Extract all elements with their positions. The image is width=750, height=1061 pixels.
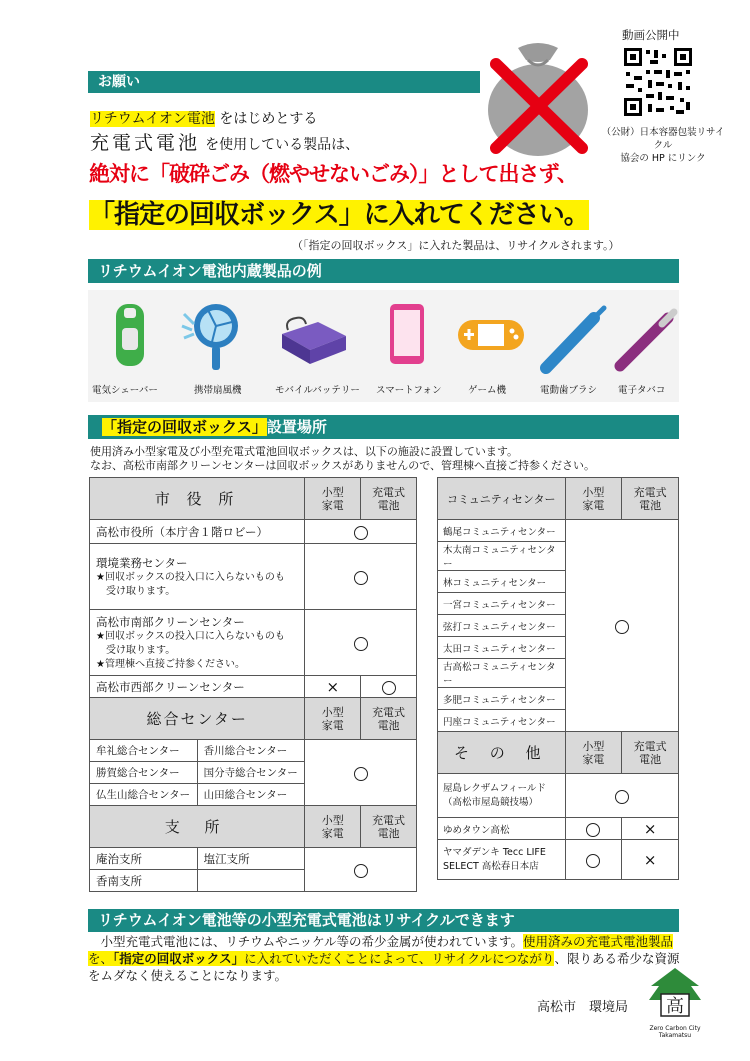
request-bar: お願い [88, 71, 480, 93]
col-battery [361, 806, 417, 848]
col-batt2: 電池 [377, 826, 400, 840]
location-name-sub: SELECT 高松春日本店 [443, 860, 539, 872]
electric-toothbrush-icon [536, 304, 608, 376]
table-row: 多肥コミュニティセンター [438, 688, 566, 710]
product-label-smartphone: スマートフォン [376, 385, 442, 396]
battery-mark: × [622, 840, 679, 880]
recycle-text: 小型充電式電池には、リチウムやニッケル等の希少金属が使われています。 [88, 934, 524, 949]
product-label-ecig: 電子タバコ [618, 385, 666, 396]
table-row: 山田総合センター [197, 784, 305, 806]
instruction-text [89, 194, 589, 231]
designated-box-bold: 「指定の回収ボックス」 [113, 951, 245, 966]
both-available-mark [305, 848, 417, 892]
col-small2: 家電 [321, 826, 344, 840]
col-batt1: 充電式 [633, 485, 667, 499]
col-battery [622, 732, 679, 774]
locations-intro [90, 445, 595, 473]
col-batt1: 充電式 [633, 739, 667, 753]
zero-carbon-city-logo [645, 964, 705, 1034]
table-row: 古高松コミュニティセンター [438, 659, 566, 688]
col-small1: 小型 [321, 813, 344, 827]
col-small2: 家電 [582, 498, 605, 512]
product-label-shaver: 電気シェーバー [92, 385, 158, 396]
location-name: ヤマダデンキ Tecc LIFE [443, 846, 546, 858]
table-row: 香川総合センター [197, 740, 305, 762]
products-heading: リチウムイオン電池内蔵製品の例 [88, 259, 679, 283]
table-row: 高松市役所（本庁舎１階ロビー） [90, 520, 305, 544]
battery-mark [361, 676, 417, 698]
table-row: 一宮コミュニティセンター [438, 593, 566, 615]
warning-text: 絶対に「破砕ごみ（燃やせないごみ）」として出さず、 [89, 162, 577, 186]
qr-code-icon[interactable] [622, 46, 694, 118]
table-row: 円座コミュニティセンター [438, 710, 566, 732]
smartphone-icon [386, 302, 428, 366]
col-batt2: 電池 [639, 752, 662, 766]
qr-caption-line1: （公財）日本容器包装リサイクル [601, 127, 725, 151]
table-row: 鶴尾コミュニティセンター [438, 520, 566, 542]
mobile-battery-icon [274, 316, 350, 368]
product-label-fan: 携帯扇風機 [194, 385, 242, 396]
small-appliance-mark [565, 818, 622, 840]
both-available-mark [565, 520, 679, 732]
community-table [437, 477, 679, 880]
col-batt2: 電池 [377, 498, 400, 512]
col-batt1: 充電式 [372, 485, 406, 499]
table-row: 塩江支所 [197, 848, 305, 870]
recycle-highlight: ルにつながり [479, 951, 555, 966]
locations-heading-highlight: 「指定の回収ボックス」 [102, 418, 267, 436]
designated-box-highlight: 「指定の回収ボックス」 [89, 200, 364, 230]
table-row [90, 610, 305, 676]
col-small-appliance [305, 698, 361, 740]
electric-shaver-icon [110, 300, 150, 374]
locations-intro1: 使用済み小型家電及び小型充電式電池回収ボックスは、以下の施設に設置しています。 [90, 445, 519, 458]
location-note: ★管理棟へ直接ご持参ください。 [96, 658, 245, 670]
table-row: 牟礼総合センター [90, 740, 198, 762]
logo-text1: Zero Carbon City [649, 1025, 701, 1032]
table-row: 香南支所 [90, 870, 198, 892]
left-location-table [89, 477, 417, 892]
col-small1: 小型 [321, 485, 344, 499]
col-small-appliance [565, 478, 622, 520]
e-cigarette-icon [612, 306, 680, 374]
small-appliance-mark [565, 840, 622, 880]
col-small2: 家電 [321, 718, 344, 732]
table-row: 林コミュニティセンター [438, 571, 566, 593]
table-row: 弦打コミュニティセンター [438, 615, 566, 637]
both-available-mark [305, 544, 417, 610]
header-line2 [90, 128, 359, 155]
table-row: 太田コミュニティセンター [438, 637, 566, 659]
location-note: ★回収ボックスの投入口に入らないものも [96, 630, 285, 642]
no-trash-bag-icon [478, 30, 598, 160]
rechargeable-battery-text: 充電式電池 [90, 132, 201, 154]
both-available-mark [305, 520, 417, 544]
col-small1: 小型 [582, 485, 605, 499]
col-batt2: 電池 [377, 718, 400, 732]
table-row: 仏生山総合センター [90, 784, 198, 806]
location-note: 受け取ります。 [96, 585, 176, 597]
branch-header: 支 所 [90, 806, 305, 848]
footer-org: 高松市 環境局 [537, 1000, 629, 1015]
col-small2: 家電 [582, 752, 605, 766]
both-available-mark [305, 740, 417, 806]
recycle-paragraph [88, 933, 680, 984]
small-appliance-mark: × [305, 676, 361, 698]
logo-caption [640, 1025, 710, 1039]
col-batt1: 充電式 [372, 813, 406, 827]
game-console-icon [456, 314, 526, 354]
col-batt1: 充電式 [372, 705, 406, 719]
recycle-highlight: の充電式電池製品を、 [88, 934, 674, 966]
qr-caption [598, 126, 728, 165]
table-row [438, 774, 566, 818]
col-small1: 小型 [582, 739, 605, 753]
product-label-game: ゲーム機 [468, 385, 507, 396]
location-name: 屋島レクザムフィールド [443, 782, 546, 794]
header-line1-rest: をはじめとする [219, 111, 318, 127]
table-row: 勝賀総合センター [90, 762, 198, 784]
product-label-toothbrush: 電動歯ブラシ [540, 385, 598, 396]
col-small-appliance [565, 732, 622, 774]
location-name: 環境業務センター [96, 555, 188, 570]
table-row: 高松市西部クリーンセンター [90, 676, 305, 698]
general-center-header: 総合センター [90, 698, 305, 740]
locations-heading [88, 415, 679, 439]
handheld-fan-icon [178, 300, 246, 374]
recycle-note: （「指定の回収ボックス」に入れた製品は、リサイクルされます。） [292, 239, 620, 252]
table-row-empty [197, 870, 305, 892]
table-row: 国分寺総合センター [197, 762, 305, 784]
instruction-rest: に入れてください。 [363, 200, 589, 230]
both-available-mark [565, 774, 679, 818]
locations-heading-rest: 設置場所 [266, 418, 327, 436]
col-battery [361, 698, 417, 740]
table-row: 木太南コミュニティセンター [438, 542, 566, 571]
location-name-sub: （高松市屋島競技場） [443, 796, 539, 808]
table-row [90, 544, 305, 610]
location-note: 受け取ります。 [96, 644, 176, 656]
location-name: 高松市南部クリーンセンター [96, 614, 245, 629]
location-note: ★回収ボックスの投入口に入らないものも [96, 571, 285, 583]
col-small-appliance [305, 806, 361, 848]
product-label-battery: モバイルバッテリー [275, 385, 360, 396]
product-labels [88, 382, 679, 398]
recycle-highlight: に入れていただくことによって、リサイク [244, 951, 480, 966]
locations-intro2: なお、高松市南部クリーンセンターは回収ボックスがありませんので、管理棟へ直接ご持参ください。 [90, 459, 596, 472]
lithium-ion-highlight: リチウムイオン電池 [90, 111, 215, 127]
header-line1 [90, 108, 317, 128]
recycle-highlight: 使用済み [523, 934, 574, 949]
header-line2-rest: を使用している製品は、 [205, 137, 360, 153]
battery-mark: × [622, 818, 679, 840]
both-available-mark [305, 610, 417, 676]
col-small1: 小型 [321, 705, 344, 719]
qr-caption-line2: 協会の HP にリンク [620, 153, 706, 164]
table-row: 庵治支所 [90, 848, 198, 870]
table-row [438, 840, 566, 880]
table-row: ゆめタウン高松 [438, 818, 566, 840]
community-header: コミュニティセンター [438, 478, 566, 520]
other-header: そ の 他 [438, 732, 566, 774]
logo-text2: Takamatsu [658, 1032, 692, 1039]
recycle-text: 、限りある希少な資源をムダなく使えることになります。 [88, 951, 680, 983]
col-battery [622, 478, 679, 520]
recycle-heading: リチウムイオン電池等の小型充電式電池はリサイクルできます [88, 909, 679, 932]
qr-title: 動画公開中 [622, 28, 680, 42]
col-batt2: 電池 [639, 498, 662, 512]
col-small-appliance [305, 478, 361, 520]
col-battery [361, 478, 417, 520]
col-small2: 家電 [321, 498, 344, 512]
city-hall-header: 市 役 所 [90, 478, 305, 520]
svg-text:高: 高 [666, 996, 684, 1017]
